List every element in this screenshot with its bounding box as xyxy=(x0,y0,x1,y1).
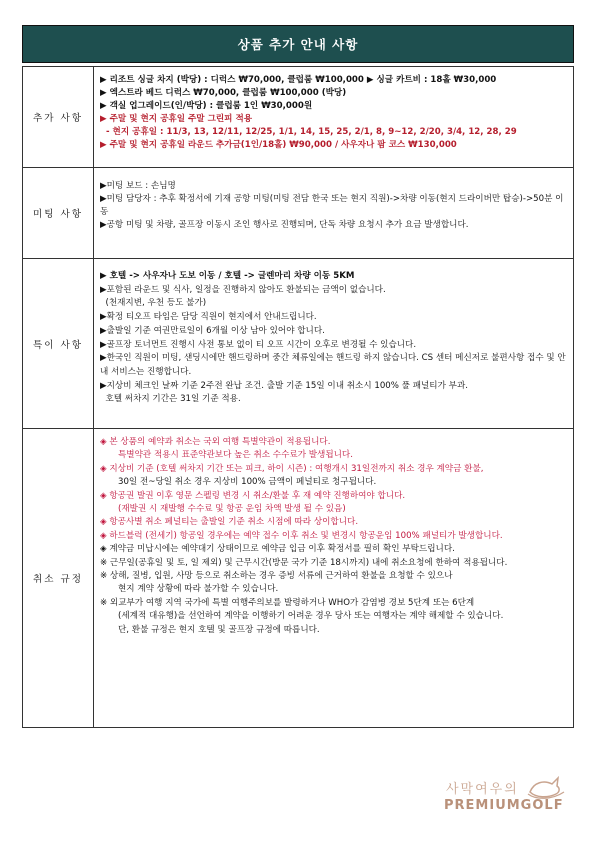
section-content-add xyxy=(94,67,574,168)
line: ▶출발일 기준 여권만료일이 6개월 이상 남아 있어야 합니다. xyxy=(100,325,325,336)
line: 현지 계약 상황에 따라 불가할 수 있습니다. xyxy=(118,584,279,595)
logo-english-text: PREMIUMGOLF xyxy=(444,798,564,813)
line: ※ 근무일(공휴일 및 토, 일 제외) 및 근무시간(방문 국가 기준 18시까지) 내에 취소요청에 한하여 적용됩니다. xyxy=(100,557,508,568)
fox-icon xyxy=(526,774,566,800)
line: ▶ 엑스트라 베드 디럭스 ₩70,000, 클럽룸 ₩100,000 (박당) xyxy=(100,88,347,98)
line: ▶공항 미팅 및 차량, 골프장 이동시 조인 행사로 진행되며, 단독 차량 요청시 추가 요금 발생합니다. xyxy=(100,220,469,230)
line: ◈ 지상비 기준 (호텔 써차지 기간 또는 피크, 하이 시즌) : 여행개시 31일전까지 취소 경우 계약금 환불, xyxy=(100,463,484,474)
line: ※ 외교부가 여행 지역 국가에 특별 여행주의보를 발령하거나 WHO가 감염병 경보 5단계 또는 6단계 xyxy=(100,597,475,608)
line: ◈ 계약금 미납시에는 예약대기 상태이므로 예약금 입금 이후 확정서를 필히 확인 부탁드립니다. xyxy=(100,544,455,555)
line: - 현지 공휴일 : 11/3, 13, 12/11, 12/25, 1/1, 14, 15, 25, 2/1, 8, 9~12, 2/20, 3/4, 12, 28, 29 xyxy=(100,127,517,137)
section-content-special xyxy=(94,259,574,429)
line: ▶지상비 체크인 날짜 기준 2주전 완납 조건. 출발 기준 15일 이내 취소시 100% 풀 패널티가 부과. xyxy=(100,380,468,391)
line: ▶미팅 담당자 : 추후 확정서에 기재 공항 미팅(미팅 전담 한국 또는 현지 직원)->차량 이동(현지 드라이버만 탑승)->50분 이동 xyxy=(100,194,564,217)
line: (세계적 대유행)을 선언하여 계약을 이행하기 어려운 경우 당사 또는 여행자는 계약 해제할 수 있습니다. xyxy=(118,611,504,622)
section-label-cancel: 취소 규정 xyxy=(23,429,94,728)
line: ▶골프장 토너먼트 진행시 사전 통보 없이 티 오프 시간이 오후로 변경될 수 있습니다. xyxy=(100,339,417,350)
line: ▶확정 티오프 타임은 담당 직원이 현지에서 안내드립니다. xyxy=(100,312,317,323)
line: ▶ 객실 업그레이드(인/박당) : 클럽룸 1인 ₩30,000원 xyxy=(100,101,313,111)
section-cancel xyxy=(23,429,574,728)
line: (천재지변, 우천 등도 불가) xyxy=(100,298,207,309)
line: 특별약관 적용시 표준약관보다 높은 취소 수수료가 발생됩니다. xyxy=(118,450,353,461)
line: ▶미팅 보드 : 손님명 xyxy=(100,181,176,191)
line: ▶ 주말 및 현지 공휴일 라운드 추가금(1인/18홀) ₩90,000 / 사우자나 팜 코스 ₩130,000 xyxy=(100,140,457,150)
line: ▶한국인 직원이 미팅, 샌딩시에만 핸드링하며 중간 체류일에는 핸드링 하지 않습니다. CS 센터 메신저로 불편사항 접수 및 안내 서비스는 진행합니다. xyxy=(100,353,566,377)
section-add xyxy=(23,67,574,168)
brand-logo xyxy=(440,774,580,824)
line: ▶ 호텔 -> 사우자나 도보 이동 / 호텔 -> 글렌마리 차량 이동 5KM xyxy=(100,271,355,281)
line: ▶ 주말 및 현지 공휴일 주말 그린피 적용 xyxy=(100,114,253,124)
section-label-meeting: 미팅 사항 xyxy=(23,168,94,259)
line: ◈ 항공권 발권 이후 영문 스펠링 변경 시 취소/환불 후 재 예약 진행하여야 합니다. xyxy=(100,490,406,501)
info-table xyxy=(22,66,574,728)
logo-korean-text: 사막여우의 xyxy=(446,782,519,797)
line: 30일 전~당일 취소 경우 지상비 100% 금액이 페널티로 청구됩니다. xyxy=(118,477,377,488)
section-meeting xyxy=(23,168,574,259)
line: ▶포함된 라운드 및 식사, 일정을 진행하지 않아도 환불되는 금액이 없습니다. xyxy=(100,284,386,295)
section-label-add: 추가 사항 xyxy=(23,67,94,168)
line: ▶ 리조트 싱글 차지 (박당) : 디럭스 ₩70,000, 클럽룸 ₩100,000 ▶ 싱글 카트비 : 18홀 ₩30,000 xyxy=(100,75,497,85)
line: ◈ 항공사별 취소 페널티는 출발일 기준 취소 시점에 따라 상이합니다. xyxy=(100,517,359,528)
section-content-meeting xyxy=(94,168,574,259)
line: ◈ 본 상품의 예약과 취소는 국외 여행 특별약관이 적용됩니다. xyxy=(100,437,331,447)
line: (재발권 시 재발행 수수료 및 항공 운임 차액 발생 될 수 있음) xyxy=(118,504,346,515)
line: ※ 상해, 질병, 입원, 사망 등으로 취소하는 경우 증빙 서류에 근거하여 환불을 요청할 수 있으나 xyxy=(100,571,453,582)
section-special xyxy=(23,259,574,429)
section-label-special: 특이 사항 xyxy=(23,259,94,429)
page-title: 상품 추가 안내 사항 xyxy=(22,25,574,63)
line: 단, 환불 규정은 현지 호텔 및 골프장 규정에 따릅니다. xyxy=(118,624,320,635)
line: ◈ 하드블럭 (전세기) 항공일 경우에는 예약 접수 이후 취소 및 변경시 항공운임 100% 패널티가 발생합니다. xyxy=(100,530,503,541)
section-content-cancel xyxy=(94,429,574,728)
line: 호텔 써차지 기간은 31일 기준 적용. xyxy=(100,394,241,405)
